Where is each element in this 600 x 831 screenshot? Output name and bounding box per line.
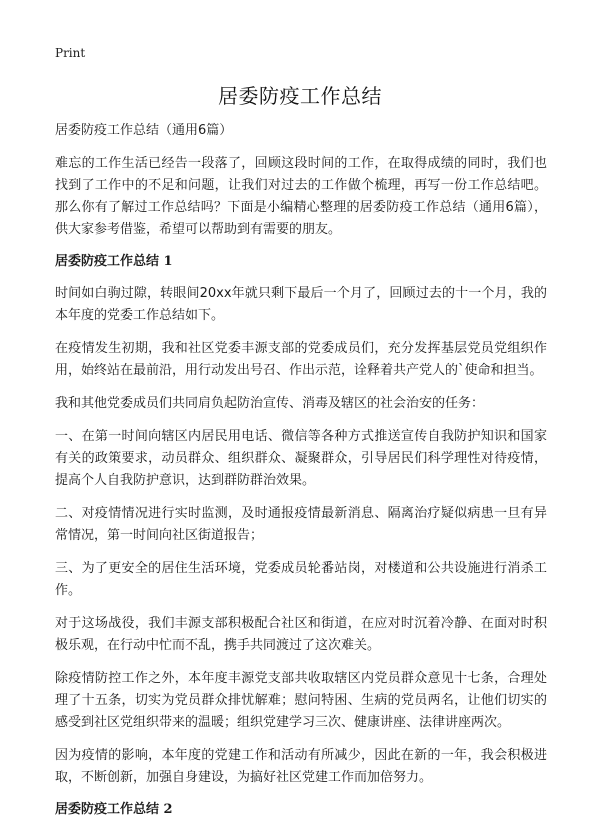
section-1-paragraph: 我和其他党委成员们共同肩负起防治宣传、消毒及辖区的社会治安的任务： <box>55 396 485 411</box>
section-1-paragraph: 除疫情防控工作之外，本年度丰源党支部共收取辖区内党员群众意见十七条，合理处理了十五条，切实为党员群众排忧解难；慰问特困、生病的党员两名，让他们切实的感受到社区党组织带来的温暖；组织党建学习三次、健康讲座、法律讲座两次。 <box>55 671 547 730</box>
section-1-paragraph: 二、对疫情情况进行实时监测，及时通报疫情最新消息、隔离治疗疑似病患一旦有异常情况，第一时间向社区街道报告； <box>55 506 547 543</box>
intro-paragraph: 难忘的工作生活已经告一段落了，回顾这段时间的工作，在取得成绩的同时，我们也找到了工作中的不足和问题，让我们对过去的工作做个梳理，再写一份工作总结吧。那么你有了解过工作总结吗？下面是小编精心整理的居委防疫工作总结（通用6篇），供大家参考借鉴，希望可以帮助到有需要的朋友。 <box>55 156 547 237</box>
section-1-paragraph: 对于这场战役，我们丰源支部积极配合社区和街道，在应对时沉着冷静、在面对时积极乐观，在行动中忙而不乱，携手共同渡过了这次难关。 <box>55 616 547 653</box>
section-1-paragraph: 一、在第一时间向辖区内居民用电话、微信等各种方式推送宣传自我防护知识和国家有关的政策要求，动员群众、组织群众、凝聚群众，引导居民们科学理性对待疫情，提高个人自我防护意识，达到群防群治效果。 <box>55 429 547 488</box>
document-body <box>55 122 547 831</box>
document-subtitle: 居委防疫工作总结（通用6篇） <box>55 123 233 138</box>
section-1-paragraph: 因为疫情的影响，本年度的党建工作和活动有所减少，因此在新的一年，我会积极进取，不断创新，加强自身建设，为搞好社区党建工作而加倍努力。 <box>55 748 547 785</box>
section-1-paragraph: 时间如白驹过隙，转眼间20xx年就只剩下最后一个月了，回顾过去的十一个月，我的本年度的党委工作总结如下。 <box>55 286 547 323</box>
section-1-paragraph: 在疫情发生初期，我和社区党委丰源支部的党委成员们，充分发挥基层党员党组织作用，始终站在最前沿，用行动发出号召、作出示范，诠释着共产党人的`使命和担当。 <box>55 341 547 378</box>
section-heading-2: 居委防疫工作总结 2 <box>55 802 173 817</box>
page-title: 居委防疫工作总结 <box>218 84 382 108</box>
print-link[interactable]: Print <box>55 46 86 60</box>
section-heading-1: 居委防疫工作总结 1 <box>55 254 173 269</box>
section-1-paragraph: 三、为了更安全的居住生活环境，党委成员轮番站岗，对楼道和公共设施进行消杀工作。 <box>55 561 547 598</box>
